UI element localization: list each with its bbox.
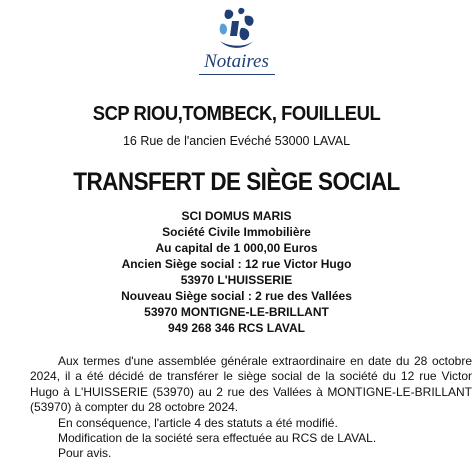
body-line-articles: En conséquence, l'article 4 des statuts a été modifié. [58,415,338,430]
rcs-number: 949 268 346 RCS LAVAL [168,321,305,335]
company-name: SCI DOMUS MARIS [181,209,292,223]
company-form: Société Civile Immobilière [162,225,311,239]
company-details [0,208,473,336]
old-registered-office: Ancien Siège social : 12 rue Victor Hugo [121,257,352,271]
old-registered-office-city: 53970 L'HUISSERIE [180,273,293,287]
notice-title: TRANSFERT DE SIÈGE SOCIAL [73,168,400,196]
logo-divider [199,74,275,75]
new-registered-office: Nouveau Siège social : 2 rue des Vallées [121,289,352,303]
firm-name: SCP RIOU,TOMBECK, FOUILLEUL [92,103,381,125]
firm-address: 16 Rue de l'ancien Evéché 53000 LAVAL [122,134,351,148]
new-registered-office-city: 53970 MONTIGNE-LE-BRILLANT [144,305,329,319]
company-capital: Au capital de 1 000,00 Euros [155,241,318,255]
logo-wordmark: Notaires [204,51,269,72]
body-line-pour-avis: Pour avis. [58,446,112,461]
notaires-emblem-icon [212,6,262,52]
body-line-rcs: Modification de la société sera effectuée au RCS de LAVAL. [58,431,377,446]
body-paragraph: Aux termes d'une assemblée générale extraordinaire en date du 28 octobre 2024, il a été décidé de transférer le siège social de la société du 12 rue Victor Hugo à L'HUISSERIE (53970) au 2 rue des Vallées à MONTIGNE-LE-BRILLANT (53970) à compter du 28 octobre 2024. [30,354,472,415]
notice-body [30,354,472,462]
notaires-logo [0,6,473,75]
